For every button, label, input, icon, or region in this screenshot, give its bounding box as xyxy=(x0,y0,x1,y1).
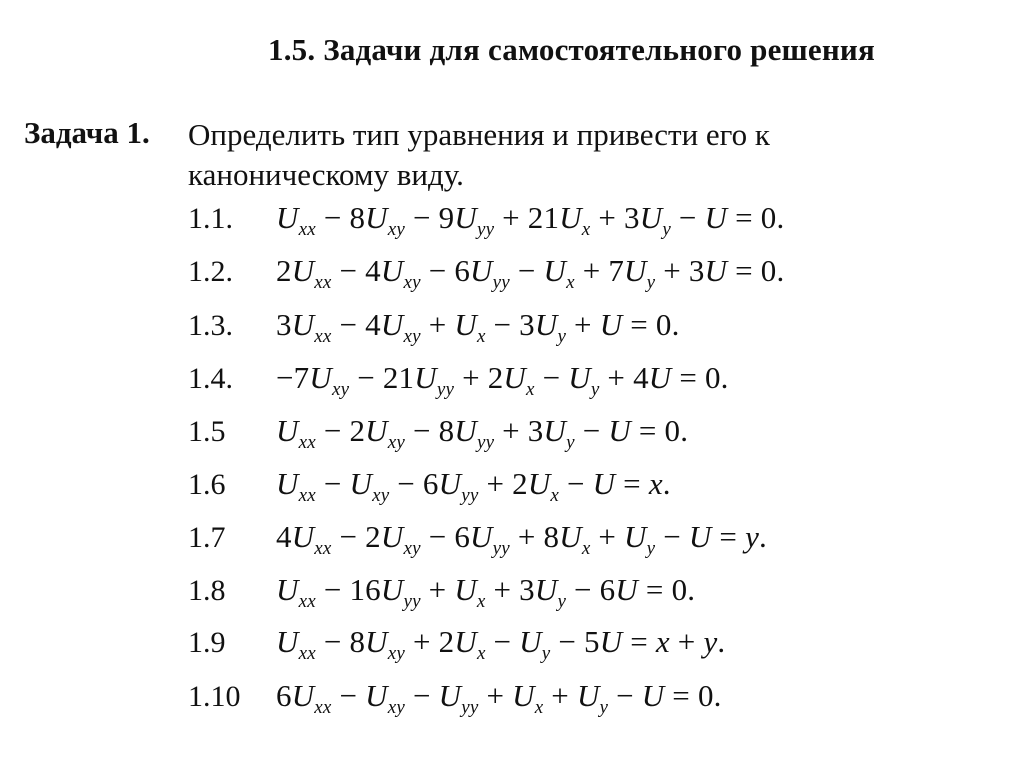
equation-number: 1.9 xyxy=(188,626,226,659)
equation-formula: $U_{xx} - 8U_{xy} + 2U_x - U_y - 5U = x + y$. xyxy=(276,624,726,664)
equation-row xyxy=(188,624,725,676)
task-label: Задача 1. xyxy=(24,115,150,150)
equation-number: 1.6 xyxy=(188,468,226,501)
equation-number: 1.4. xyxy=(188,362,233,395)
equation-number: 1.7 xyxy=(188,521,226,554)
equation-row xyxy=(188,466,671,518)
equation-number: 1.1. xyxy=(188,202,233,235)
equation-row xyxy=(188,572,695,624)
equation-row xyxy=(188,360,729,412)
task-text-line-1: Определить тип уравнения и привести его к xyxy=(188,117,770,152)
equation-row xyxy=(188,307,680,359)
equation-number: 1.8 xyxy=(188,574,226,607)
equation-list xyxy=(188,200,988,730)
equation-formula: $U_{xx} - U_{xy} - 6U_{yy} + 2U_x - U = x$. xyxy=(276,466,671,506)
equation-formula: $6U_{xx} - U_{xy} - U_{yy} + U_x + U_y - U = 0$. xyxy=(276,678,722,718)
equation-number: 1.5 xyxy=(188,415,226,448)
equation-formula: $U_{xx} - 2U_{xy} - 8U_{yy} + 3U_y - U = 0$. xyxy=(276,413,689,453)
task-text-line-2: каноническому виду. xyxy=(188,157,464,192)
equation-row xyxy=(188,519,767,571)
equation-formula: $-7U_{xy} - 21U_{yy} + 2U_x - U_y + 4U = 0$. xyxy=(276,360,729,400)
equation-row xyxy=(188,678,722,730)
equation-row xyxy=(188,200,784,252)
section-title: 1.5. Задачи для самостоятельного решения xyxy=(268,32,875,67)
equation-number: 1.10 xyxy=(188,680,241,713)
task-description xyxy=(188,115,770,195)
equation-formula: $4U_{xx} - 2U_{xy} - 6U_{yy} + 8U_x + U_y - U = y$. xyxy=(276,519,767,559)
equation-number: 1.2. xyxy=(188,255,233,288)
equation-formula: $2U_{xx} - 4U_{xy} - 6U_{yy} - U_x + 7U_y + 3U = 0$. xyxy=(276,253,785,293)
equation-number: 1.3. xyxy=(188,309,233,342)
equation-row xyxy=(188,413,688,465)
equation-formula: $U_{xx} - 8U_{xy} - 9U_{yy} + 21U_x + 3U_y - U = 0$. xyxy=(276,200,785,240)
equation-row xyxy=(188,253,784,305)
equation-formula: $3U_{xx} - 4U_{xy} + U_x - 3U_y + U = 0$. xyxy=(276,307,680,347)
equation-formula: $U_{xx} - 16U_{yy} + U_x + 3U_y - 6U = 0$. xyxy=(276,572,696,612)
